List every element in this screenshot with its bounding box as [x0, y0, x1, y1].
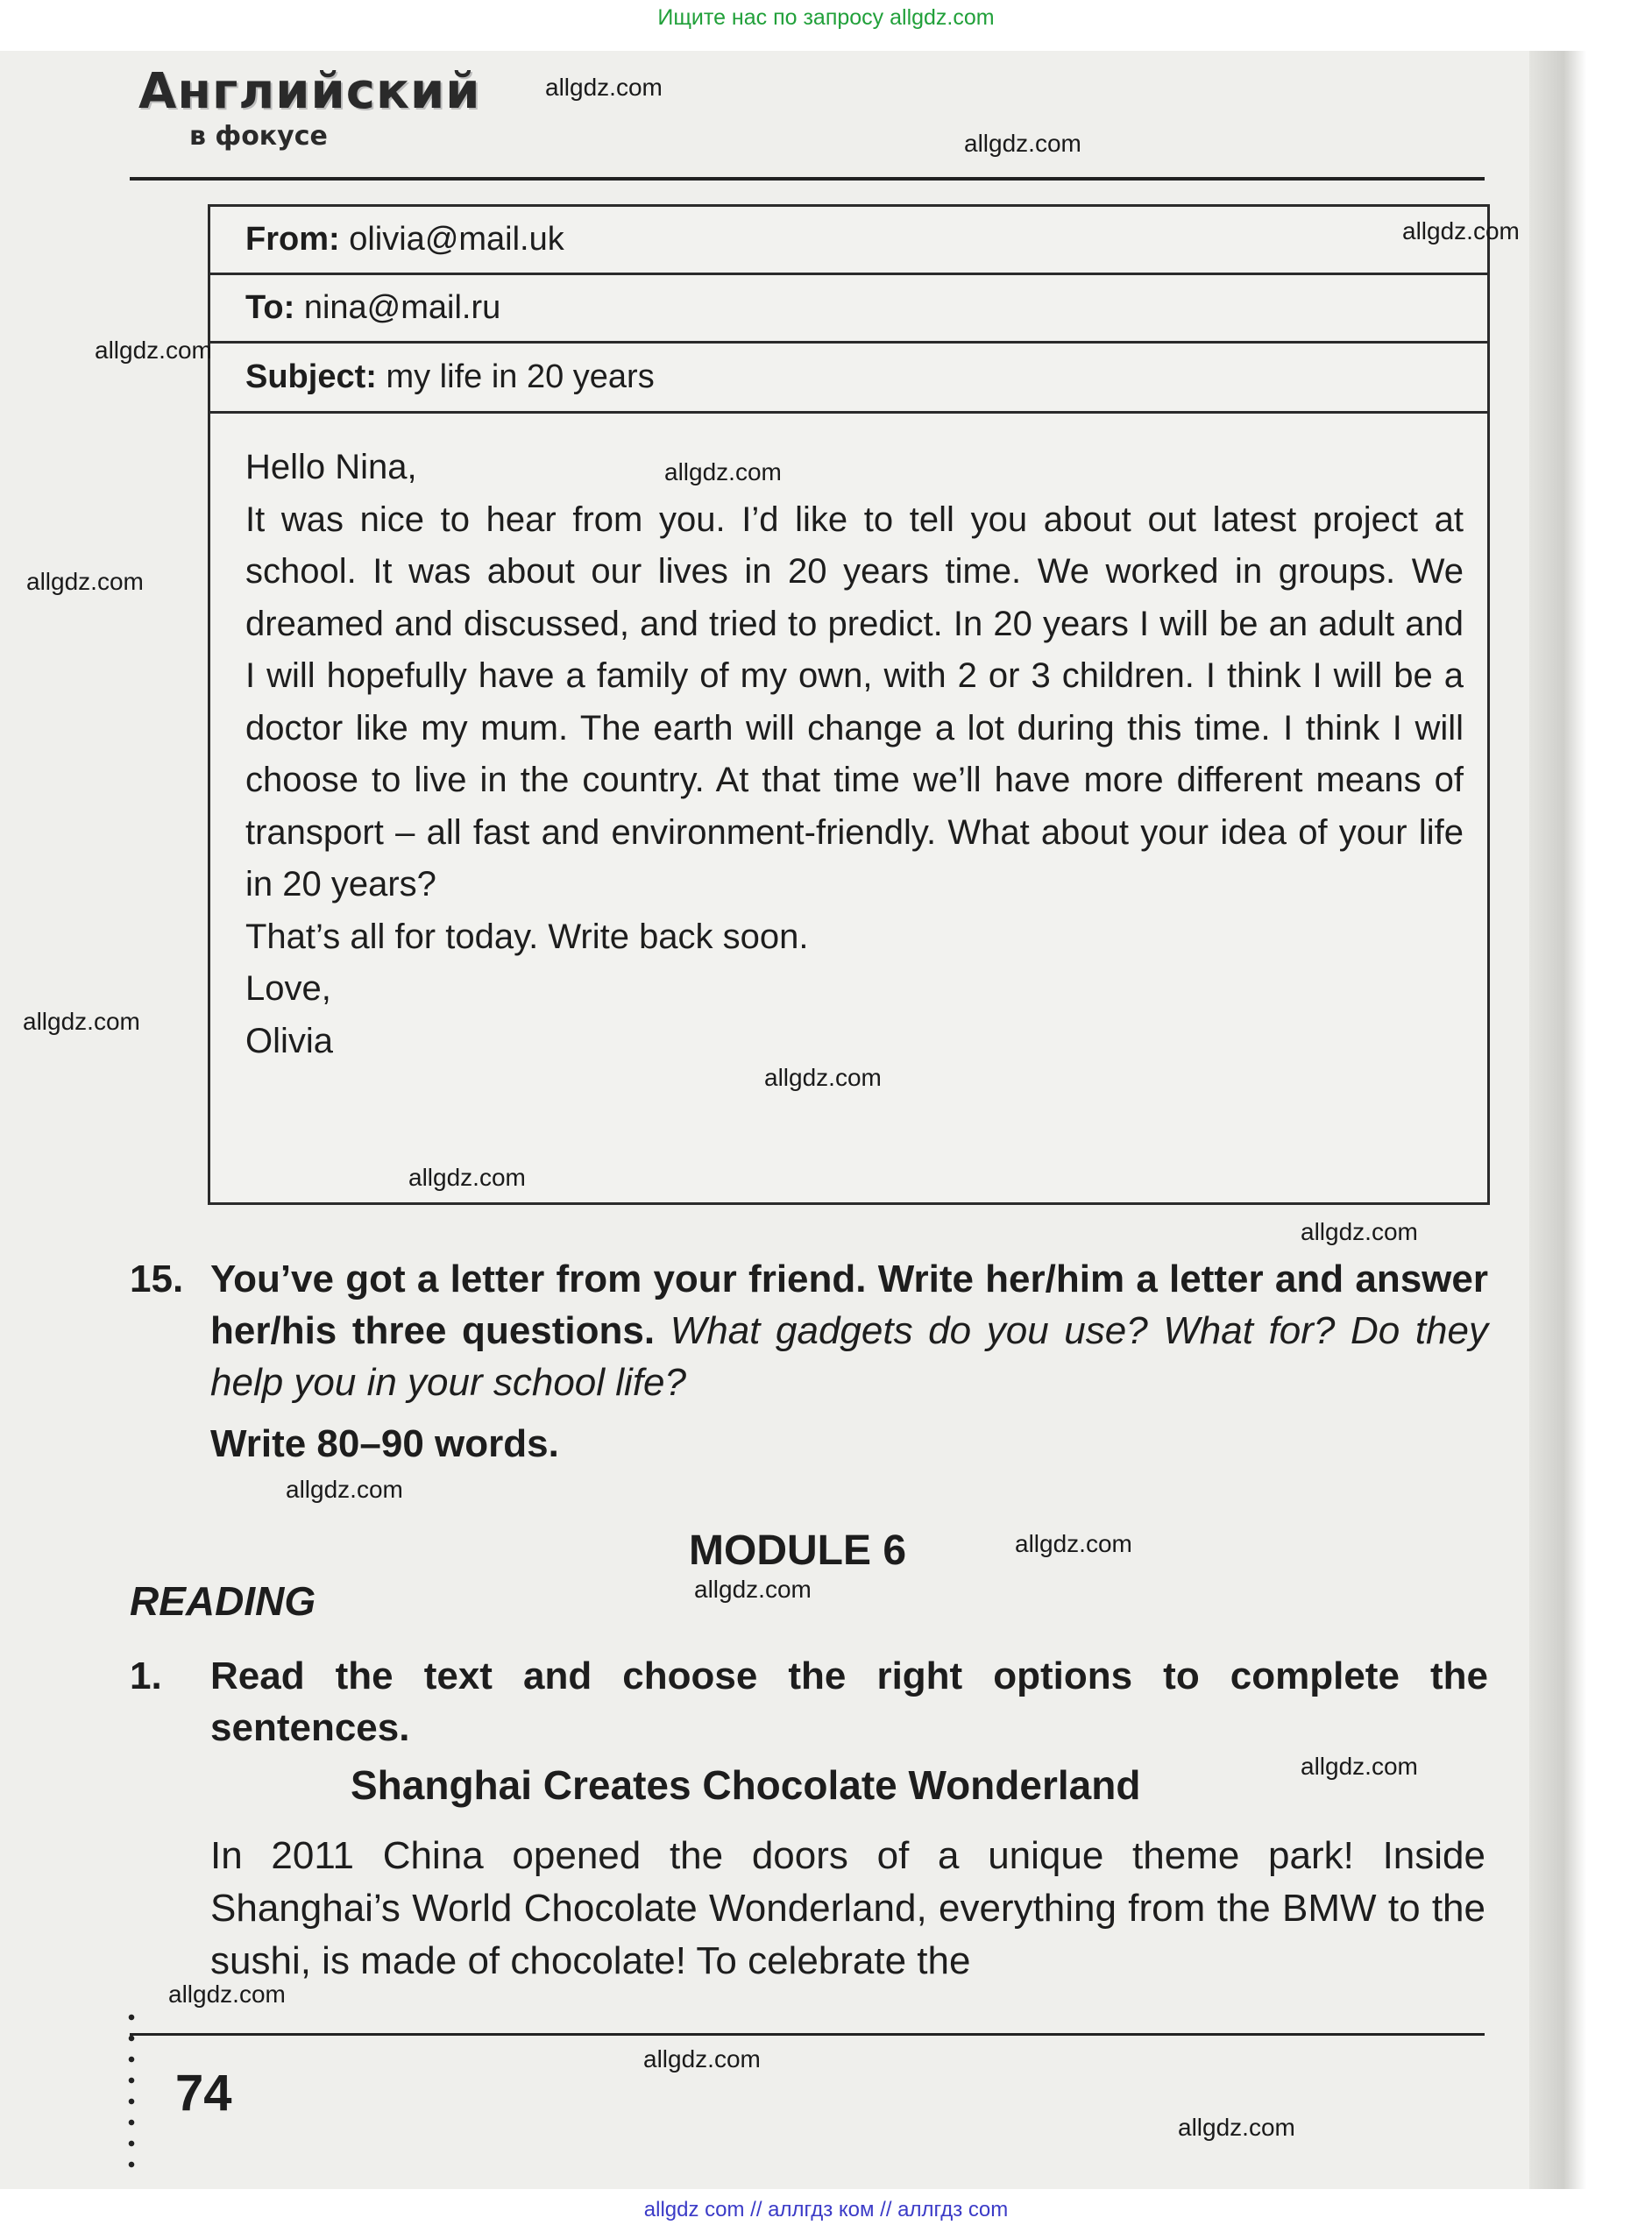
bottom-banner[interactable]: allgdz com // аллгдз ком // аллгдз com: [643, 2198, 1009, 2221]
task-15-text: [210, 1253, 1488, 1408]
watermark: allgdz.com: [1402, 217, 1520, 244]
from-label: From:: [245, 221, 340, 258]
email-greeting: Hello Nina,: [245, 448, 417, 486]
watermark: allgdz.com: [1015, 1530, 1132, 1557]
story-title: Shanghai Creates Chocolate Wonderland: [351, 1762, 1141, 1808]
email-body-text: It was nice to hear from you. I’d like to tell you about out latest project at school. It was about our lives in 20 years time. We worked in groups. We dreamed and discussed, and tried to predict. In 20 years I will be an adult and I will hopefully have a family of my own, with 2 or 3 children. I think I will be a doctor like my mum. The earth will change a lot during this time. I think I will choose to live in the country. At that time we’ll have more different means of transport – all fast and environment-friendly. What about your idea of your life in 20 years?: [245, 500, 1464, 903]
watermark: allgdz.com: [408, 1164, 526, 1191]
logo-subtitle: в фокусе: [189, 121, 328, 152]
to-value: nina@mail.ru: [303, 289, 501, 326]
watermark: allgdz.com: [26, 568, 144, 595]
watermark: allgdz.com: [643, 2045, 761, 2073]
email-from-row: [210, 207, 1487, 275]
watermark: allgdz.com: [664, 458, 782, 485]
email-subject-row: [210, 344, 1487, 414]
to-label: To:: [245, 289, 295, 326]
task-15-questions: What gadgets do you use? What for? Do they help you in your school life?: [210, 1309, 1488, 1404]
book-logo: [138, 63, 481, 158]
page-edge-shadow: [1529, 51, 1586, 2189]
watermark: allgdz.com: [23, 1008, 140, 1035]
task-1-instruction: Read the text and choose the right options to complete the sentences.: [210, 1655, 1488, 1749]
footer-rule: [130, 2033, 1485, 2036]
module-title: MODULE 6: [689, 1527, 907, 1574]
subject-label: Subject:: [245, 358, 377, 395]
email-closing-line: That’s all for today. Write back soon.: [245, 917, 809, 956]
watermark: allgdz.com: [286, 1476, 403, 1503]
page-number: 74: [175, 2065, 232, 2122]
section-title: READING: [130, 1578, 316, 1624]
watermark: allgdz.com: [95, 337, 212, 364]
watermark: allgdz.com: [545, 74, 663, 101]
task-15-number: 15.: [130, 1258, 184, 1300]
story-text: In 2011 China opened the doors of a unique theme park! Inside Shanghai’s World Chocolate Wonderland, everything from the BMW to the sushi, is made of chocolate! To celebrate the: [210, 1834, 1485, 1982]
task-15-instruction: You’ve got a letter from your friend. Write her/him a letter and answer her/his three questions.: [210, 1258, 1488, 1352]
task-1-number: 1.: [130, 1655, 162, 1697]
task-15: [130, 1253, 1488, 1481]
watermark: allgdz.com: [964, 130, 1081, 157]
logo-word: Английский: [138, 63, 481, 120]
watermark: allgdz.com: [1301, 1753, 1418, 1780]
subject-value: my life in 20 years: [386, 358, 655, 395]
task-1: [130, 1650, 1488, 1755]
watermark: allgdz.com: [694, 1576, 812, 1603]
footer-dots: [128, 2007, 135, 2182]
watermark: allgdz.com: [1178, 2114, 1295, 2141]
task-15-word-count: Write 80–90 words.: [210, 1422, 559, 1465]
watermark: allgdz.com: [168, 1980, 286, 2008]
email-letter: [208, 204, 1490, 1205]
email-to-row: [210, 275, 1487, 344]
header-rule: [130, 177, 1485, 181]
watermark: allgdz.com: [764, 1064, 882, 1091]
watermark: allgdz.com: [1301, 1218, 1418, 1245]
email-body: [245, 442, 1464, 1067]
email-signature: Olivia: [245, 1021, 334, 1060]
email-sign-off: Love,: [245, 969, 331, 1008]
from-value: olivia@mail.uk: [349, 221, 564, 258]
top-banner[interactable]: Ищите нас по запросу allgdz.com: [657, 5, 995, 30]
